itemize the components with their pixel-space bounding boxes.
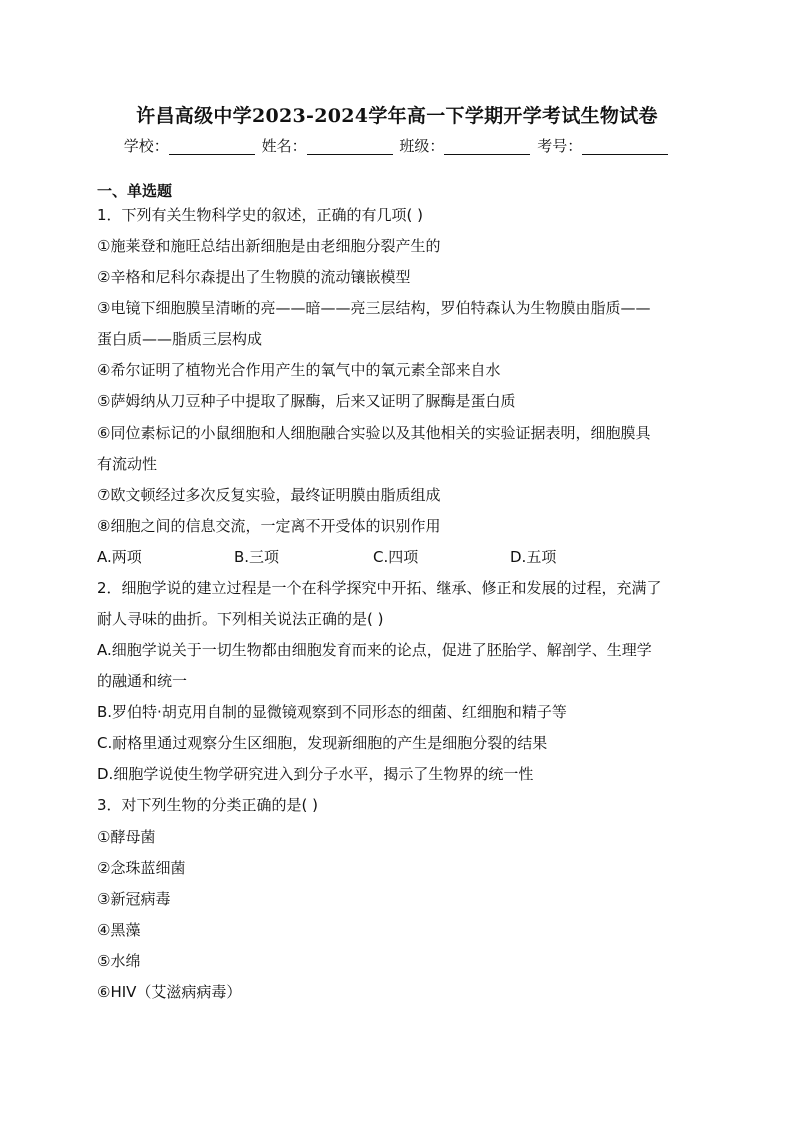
exam-number-blank[interactable] [582,136,668,155]
q2-option-d[interactable]: D.细胞学说使生物学研究进入到分子水平，揭示了生物界的统一性 [97,765,534,783]
q3-item: ④黑藻 [97,921,141,939]
q2-option-b[interactable]: B.罗伯特·胡克用自制的显微镜观察到不同形态的细菌、红细胞和精子等 [97,703,567,721]
exam-title: 许昌高级中学2023-2024学年高一下学期开学考试生物试卷 [136,105,658,127]
q1-item: ②辛格和尼科尔森提出了生物膜的流动镶嵌模型 [97,268,411,286]
q3-item: ①酵母菌 [97,828,156,846]
q1-item: ①施莱登和施旺总结出新细胞是由老细胞分裂产生的 [97,237,441,255]
school-blank[interactable] [169,136,255,155]
q1-item: ③电镜下细胞膜呈清晰的亮——暗——亮三层结构，罗伯特森认为生物膜由脂质—— [97,299,651,317]
q1-item: 蛋白质——脂质三层构成 [97,330,263,348]
q1-item: ⑥同位素标记的小鼠细胞和人细胞融合实验以及其他相关的实验证据表明，细胞膜具 [97,424,651,442]
q1-option-b[interactable]: B.三项 [234,548,280,566]
q2-option-c[interactable]: C.耐格里通过观察分生区细胞，发现新细胞的产生是细胞分裂的结果 [97,734,548,752]
q1-item: ⑧细胞之间的信息交流，一定离不开受体的识别作用 [97,517,441,535]
q2-stem-line: 耐人寻味的曲折。下列相关说法正确的是( ) [97,610,384,628]
q3-item: ⑥HIV（艾滋病病毒） [97,983,242,1001]
q3-stem: 3．对下列生物的分类正确的是( ) [97,796,319,814]
q3-item: ⑤水绵 [97,952,141,970]
q1-item: ⑦欧文顿经过多次反复实验，最终证明膜由脂质组成 [97,486,441,504]
exam-number-label: 考号： [537,137,583,155]
student-info-row [0,133,794,159]
q1-item: ⑤萨姆纳从刀豆种子中提取了脲酶，后来又证明了脲酶是蛋白质 [97,392,516,410]
q1-item: ④希尔证明了植物光合作用产生的氧气中的氧元素全部来自水 [97,361,501,379]
q1-option-d[interactable]: D.五项 [510,548,557,566]
class-blank[interactable] [444,136,530,155]
q2-option-a[interactable]: A.细胞学说关于一切生物都由细胞发育而来的论点，促进了胚胎学、解剖学、生理学 [97,641,652,659]
school-label: 学校： [123,137,169,155]
q2-stem-line: 2．细胞学说的建立过程是一个在科学探究中开拓、继承、修正和发展的过程，充满了 [97,579,662,597]
q1-stem: 1．下列有关生物科学史的叙述，正确的有几项( ) [97,206,424,224]
q1-option-c[interactable]: C.四项 [373,548,419,566]
q1-item: 有流动性 [97,455,158,473]
q3-item: ③新冠病毒 [97,890,171,908]
name-blank[interactable] [307,136,393,155]
name-label: 姓名： [261,137,307,155]
q1-options [97,545,701,569]
class-label: 班级： [399,137,445,155]
q2-option-a-cont[interactable]: 的融通和统一 [97,672,188,690]
q1-option-a[interactable]: A.两项 [97,548,142,566]
q3-item: ②念珠蓝细菌 [97,859,186,877]
section-heading: 一、单选题 [97,182,173,200]
